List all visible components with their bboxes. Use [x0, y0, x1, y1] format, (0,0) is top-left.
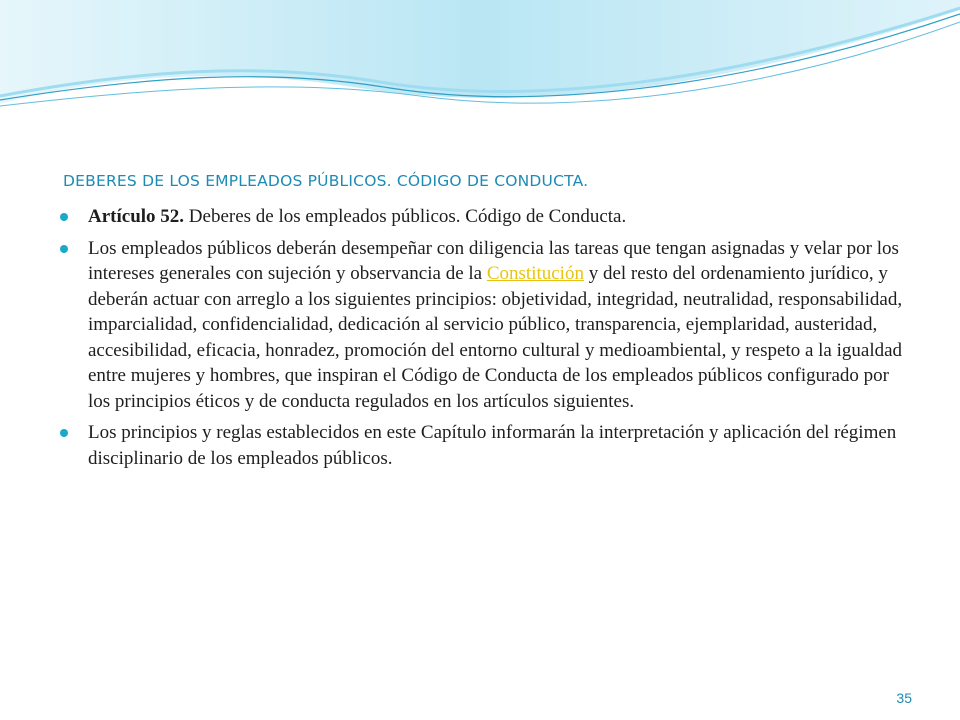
bullet-dot-icon [60, 429, 68, 437]
duties-text-end: y del resto del ordenamiento jurídico, y deberán actuar con arreglo a los siguientes principios: objetividad, integridad, neutralidad, responsabilidad, imparcialidad, confidencialidad, dedicación al servicio público, transparencia, ejemplaridad, austeridad, accesibilidad, eficacia, honradez, promoción del entorno cultural y medioambiental, y respeto a la igualdad entre mujeres y hombres, que inspiran el Código de Conducta de los empleados públicos configurado por los principios éticos y de conducta regulados en los artículos siguientes. [88, 263, 903, 412]
bullet-item-article [60, 204, 910, 230]
slide-title: DEBERES DE LOS EMPLEADOS PÚBLICOS. CÓDIGO DE CONDUCTA. [63, 172, 589, 190]
bullet-dot-icon [60, 213, 68, 221]
constitution-link[interactable]: Constitución [486, 263, 584, 284]
principles-text: Los principios y reglas establecidos en este Capítulo informarán la interpretación y aplicación del régimen disciplinario de los empleados públicos. [88, 422, 897, 469]
article-number: Artículo 52. [88, 206, 185, 227]
article-heading: Deberes de los empleados públicos. Código de Conducta. [184, 206, 627, 227]
page-number: 35 [896, 690, 912, 706]
bullet-list [60, 204, 910, 477]
bullet-item-principles [60, 420, 910, 471]
bullet-dot-icon [60, 245, 68, 253]
duties-text-start: Los empleados públicos deberán desempeñar con diligencia las tareas que tengan asignadas y velar por los intereses generales con sujeción y observancia de la [88, 237, 899, 284]
header-wave-decoration [0, 0, 960, 140]
bullet-item-duties [60, 236, 910, 415]
